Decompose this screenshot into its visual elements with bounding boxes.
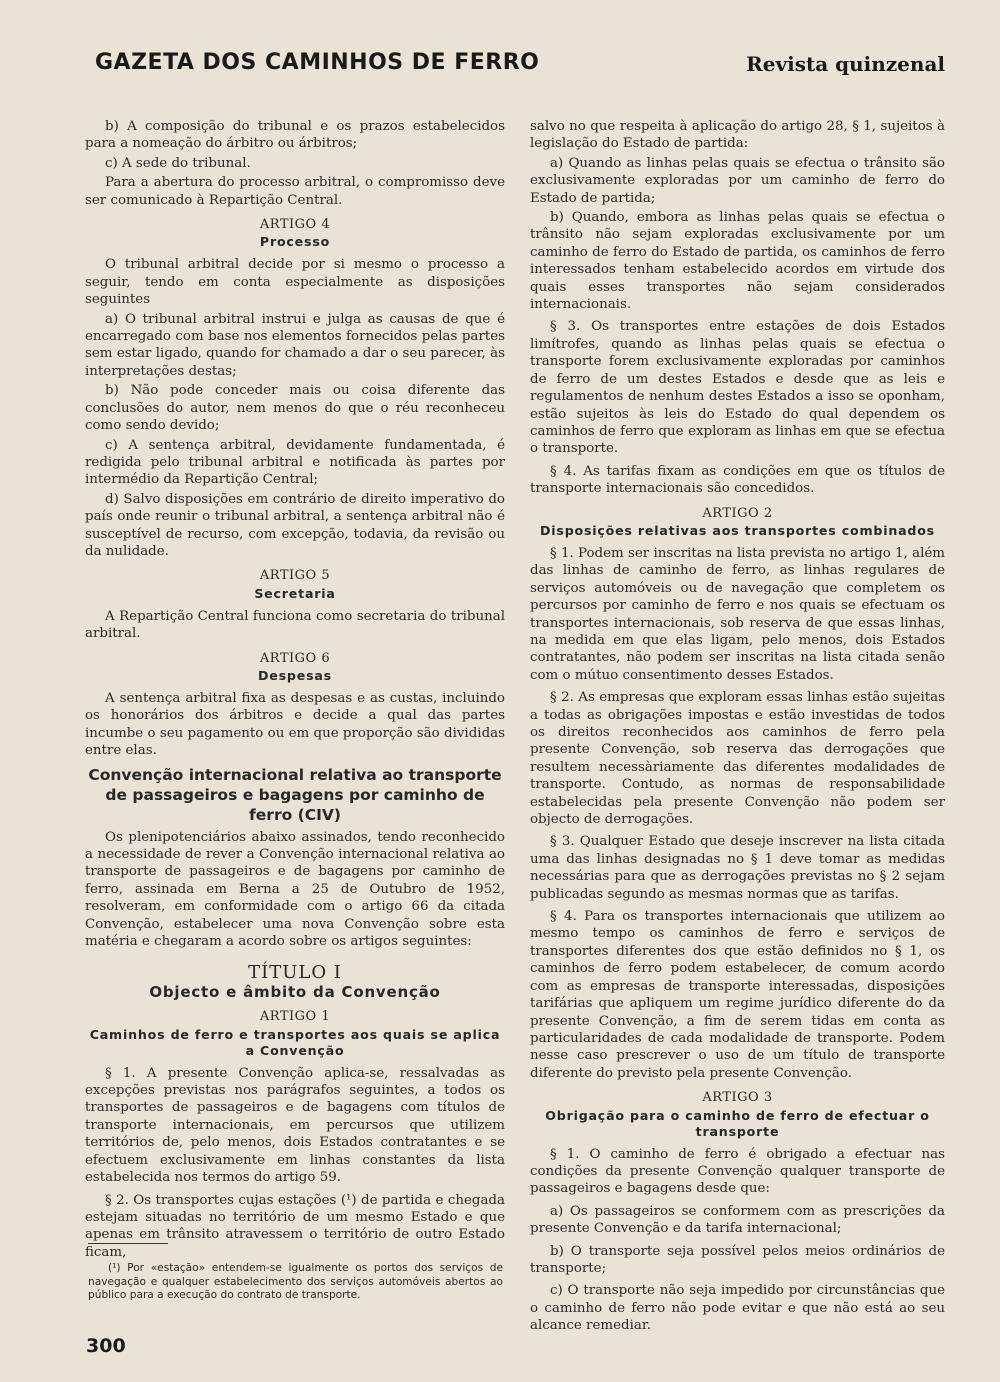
article-number: ARTIGO 3 xyxy=(702,1090,773,1106)
paragraph: § 1. Podem ser inscritas na lista prevista no artigo 1, além das linhas de caminho de ferro, as linhas regulares de serviços automóveis ou de navegação que completem os percursos por caminho de ferro e nos quais se efectuam os transportes internacionais, sob reserva de que essas linhas, na medida em que elas ligam, pelo menos, dois Estados contratantes, não podem ser inscritas na lista citada senão com o mútuo consentimento desses Estados. xyxy=(530,545,945,683)
paragraph: Para a abertura do processo arbitral, o compromisso deve ser comunicado à Repartição Central. xyxy=(85,175,505,208)
paragraph: b) A composição do tribunal e os prazos estabelecidos para a nomeação do árbitro ou árbitros; xyxy=(85,119,505,152)
article-title: Caminhos de ferro e transportes aos quais se aplica a Convenção xyxy=(89,1026,501,1058)
paragraph: A sentença arbitral fixa as despesas e as custas, incluindo os honorários dos árbitros e decide a qual das partes incumbe o seu pagamento ou em que proporção são divididas entre elas. xyxy=(85,690,505,759)
article-number: ARTIGO 1 xyxy=(259,1009,331,1025)
paragraph: c) O transporte não seja impedido por circunstâncias que o caminho de ferro não pode evitar e que não está ao seu alcance remediar. xyxy=(530,1283,945,1334)
paragraph: b) Não pode conceder mais ou coisa diferente das conclusões do autor, nem menos do que o réu reconheceu como sendo devido; xyxy=(85,383,505,434)
convention-title-line: de passageiros e bagagens por caminho de ferro (CIV) xyxy=(105,785,485,824)
paragraph: § 1. O caminho de ferro é obrigado a efectuar nas condições da presente Convenção qualquer transporte de passageiros e bagagens desde que: xyxy=(530,1146,945,1197)
section-title: TÍTULO I xyxy=(248,962,342,984)
journal-title: GAZETA DOS CAMINHOS DE FERRO xyxy=(95,50,540,75)
footnote: (¹) Por «estação» entendem-se igualmente os portos dos serviços de navegação e qualquer estabelecimento dos serviços automóveis abertos ao público para a execução do contrato de transporte. xyxy=(88,1262,503,1301)
paragraph: a) Quando as linhas pelas quais se efectua o trânsito são exclusivamente exploradas por um caminho de ferro do Estado de partida; xyxy=(530,155,945,206)
paragraph: c) A sede do tribunal. xyxy=(105,155,251,171)
article-title: Obrigação para o caminho de ferro de efectuar o transporte xyxy=(545,1107,930,1139)
paragraph: d) Salvo disposições em contrário de direito imperativo do país onde reunir o tribunal arbitral, a sentença arbitral não é susceptível de recurso, com excepção, todavia, da revisão ou da nulidade. xyxy=(85,491,505,559)
journal-subtitle: Revista quinzenal xyxy=(746,52,945,76)
section-name: Objecto e âmbito da Convenção xyxy=(149,982,441,1001)
left-column xyxy=(85,118,505,1266)
paragraph: a) Os passageiros se conformem com as prescrições da presente Convenção e da tarifa internacional; xyxy=(530,1203,945,1237)
paragraph: A Repartição Central funciona como secretaria do tribunal arbitral. xyxy=(85,608,505,642)
footnote-divider xyxy=(88,1243,168,1244)
paragraph: b) O transporte seja possível pelos meios ordinários de transporte; xyxy=(530,1243,945,1276)
paragraph: O tribunal arbitral decide por si mesmo o processo a seguir, tendo em conta especialmente as disposições seguintes xyxy=(85,257,505,308)
paragraph: Os plenipotenciários abaixo assinados, tendo reconhecido a necessidade de rever a Convenção internacional relativa ao transporte de passageiros e de bagagens por caminho de ferro, assinada em Berna a 25 de Outubro de 1952, resolveram, em conformidade com o artigo 66 da citada Convenção, estabelecer uma nova Convenção sobre esta matéria e chegaram a acordo sobre os artigos seguintes: xyxy=(85,829,505,950)
article-title: Processo xyxy=(259,234,331,250)
paragraph: § 4. Para os transportes internacionais que utilizem ao mesmo tempo os caminhos de ferro e serviços de transportes diferentes dos que estão definidos no § 1, os caminhos de ferro podem estabelecer, de comum acordo com as empresas de transporte interessadas, disposições tarifárias que apliquem um regime jurídico diferente do da presente Convenção, a fim de serem tidas em conta as particularidades de cada modalidade de transporte. Podem nesse caso prescrever o uso de um título de transporte diferente do previsto pela presente Convenção. xyxy=(530,909,945,1081)
convention-title-line: Convenção internacional relativa ao transporte xyxy=(88,765,502,784)
paragraph: c) A sentença arbitral, devidamente fundamentada, é redigida pelo tribunal arbitral e notificada às partes por intermédio da Repartição Central; xyxy=(85,437,505,488)
paragraph: § 3. Qualquer Estado que deseje inscrever na lista citada uma das linhas designadas no § 1 deve tomar as medidas necessárias para que as derrogações previstas no § 2 sejam publicadas segundo as mesmas normas que as tarifas. xyxy=(530,834,945,902)
convention-title xyxy=(85,765,505,825)
article-number: ARTIGO 6 xyxy=(259,650,331,666)
article-number: ARTIGO 4 xyxy=(259,217,331,233)
right-column xyxy=(530,118,945,1340)
paragraph: § 4. As tarifas fixam as condições em que os títulos de transporte internacionais são concedidos. xyxy=(530,463,945,497)
paragraph: § 2. Os transportes cujas estações (¹) de partida e chegada estejam situadas no território de um mesmo Estado e que apenas em trânsito atravessem o território de outro Estado ficam, xyxy=(85,1192,505,1260)
article-number: ARTIGO 5 xyxy=(259,568,331,584)
paragraph: a) O tribunal arbitral instrui e julga as causas de que é encarregado com base nos elementos fornecidos pelas partes sem estar ligado, quando for chamado a dar o seu parecer, às interpretações destas; xyxy=(85,311,505,379)
paragraph: b) Quando, embora as linhas pelas quais se efectua o trânsito não sejam exploradas exclusivamente por um caminho de ferro do Estado de partida, os caminhos de ferro interessados tenham estabelecido acordos em virtude dos quais esses transportes não sejam considerados internacionais. xyxy=(530,210,945,313)
paragraph: § 3. Os transportes entre estações de dois Estados limítrofes, quando as linhas pelas quais se efectua o transporte forem exclusivamente exploradas por caminhos de ferro de um destes Estados e desde que as leis e regulamentos de nenhum destes Estados a isso se oponham, estão sujeitos às leis do Estado do qual dependem os caminhos de ferro que exploram as linhas em que se efectua o transporte. xyxy=(530,319,945,457)
article-title: Disposições relativas aos transportes combinados xyxy=(540,522,935,538)
paragraph: salvo no que respeita à aplicação do artigo 28, § 1, sujeitos à legislação do Estado de partida: xyxy=(530,119,945,152)
article-number: ARTIGO 2 xyxy=(702,505,773,521)
paragraph: § 1. A presente Convenção aplica-se, ressalvadas as excepções previstas nos parágrafos seguintes, a todos os transportes de passageiros e de bagagens com títulos de transporte internacionais, em percursos que utilizem territórios de, pelo menos, dois Estados contratantes e se efectuem exclusivamente em linhas constantes da lista estabelecida nos termos do artigo 59. xyxy=(85,1065,505,1186)
paragraph: § 2. As empresas que exploram essas linhas estão sujeitas a todas as obrigações impostas e estão investidas de todos os direitos reconhecidos aos caminhos de ferro pela presente Convenção, sob reserva das derrogações que resultem necessàriamente das diferentes modalidades de transporte. Contudo, as normas de responsabilidade estabelecidas pela presente Convenção não podem ser objecto de derrogações. xyxy=(530,690,945,828)
article-title: Despesas xyxy=(258,667,332,683)
article-title: Secretaria xyxy=(254,585,336,601)
page-number: 300 xyxy=(86,1335,126,1357)
